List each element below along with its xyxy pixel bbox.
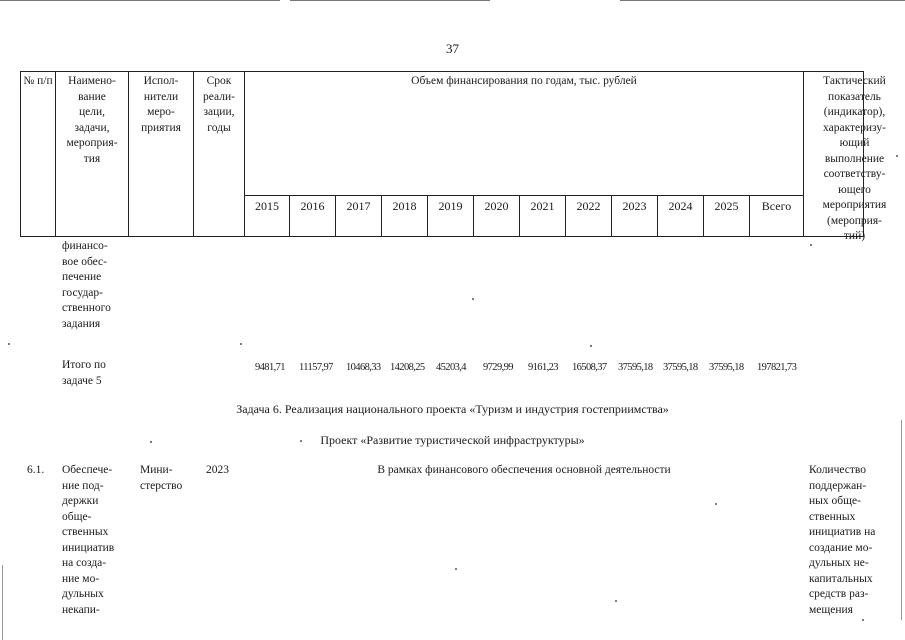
year-2019: 2019 (438, 199, 463, 213)
total-2020: 9729,99 (483, 362, 513, 373)
total-2017: 10468,33 (346, 362, 381, 373)
header-col-number: № п/п (23, 75, 53, 87)
task6-title: Задача 6. Реализация национального проекта «Туризм и индустрия гостеприимства» (236, 402, 669, 416)
row-6-1-name: Обеспече- ние под- держки обще- ственных инициатив на созда- ние мо- дульных некапи- (62, 464, 115, 616)
total-all: 197821,73 (757, 362, 797, 373)
total-2018: 14208,25 (390, 362, 425, 373)
header-col-indicator: Тактический показатель (индикатор), характеризу- ющий выполнение соответству- ющего мероприятия (мероприя- тий) (822, 75, 887, 242)
header-col-executors: Испол- нители меро- приятия (141, 75, 181, 134)
header-col-term: Срок реали- зации, годы (203, 75, 235, 134)
top-rule-3 (620, 0, 905, 1)
year-2024: 2024 (668, 199, 693, 213)
year-total: Всего (761, 199, 792, 213)
row-6-1-number: 6.1. (27, 464, 45, 476)
year-2025: 2025 (714, 199, 739, 213)
header-col-name: Наимено- вание цели, задачи, мероприя- тия (66, 75, 118, 165)
total-2022: 16508,37 (572, 362, 607, 373)
top-rule-1 (0, 0, 280, 1)
year-2018: 2018 (392, 199, 417, 213)
continued-name-cell: финансо- вое обес- печение государ- ственного задания (62, 240, 111, 330)
year-2022: 2022 (576, 199, 601, 213)
year-2015: 2015 (255, 199, 279, 213)
total-2015: 9481,71 (255, 362, 285, 373)
row-6-1-funding-note: В рамках финансового обеспечения основной деятельности (377, 464, 671, 476)
row-6-1-indicator: Количество поддержан- ных обще- ственных инициатив на создание мо- дульных не- капитальных средств раз- мещения (809, 464, 876, 616)
year-2021: 2021 (530, 199, 555, 213)
year-2016: 2016 (300, 199, 325, 213)
total-row-label: Итого по задаче 5 (62, 359, 106, 387)
total-2021: 9161,23 (528, 362, 558, 373)
year-2020: 2020 (484, 199, 509, 213)
page-number: 37 (446, 41, 459, 56)
year-2023: 2023 (622, 199, 647, 213)
project-title: Проект «Развитие туристической инфраструктуры» (320, 433, 585, 447)
total-2019: 45203,4 (436, 362, 466, 373)
top-rule-2 (290, 0, 490, 1)
row-6-1-year: 2023 (206, 464, 229, 476)
total-2016: 11157,97 (299, 362, 333, 373)
total-2025: 37595,18 (709, 362, 744, 373)
row-6-1-executor: Мини- стерство (140, 464, 183, 492)
total-2023: 37595,18 (618, 362, 653, 373)
total-2024: 37595,18 (663, 362, 698, 373)
header-col-funding: Объем финансирования по годам, тыс. рублей (411, 75, 637, 87)
year-2017: 2017 (346, 199, 371, 213)
